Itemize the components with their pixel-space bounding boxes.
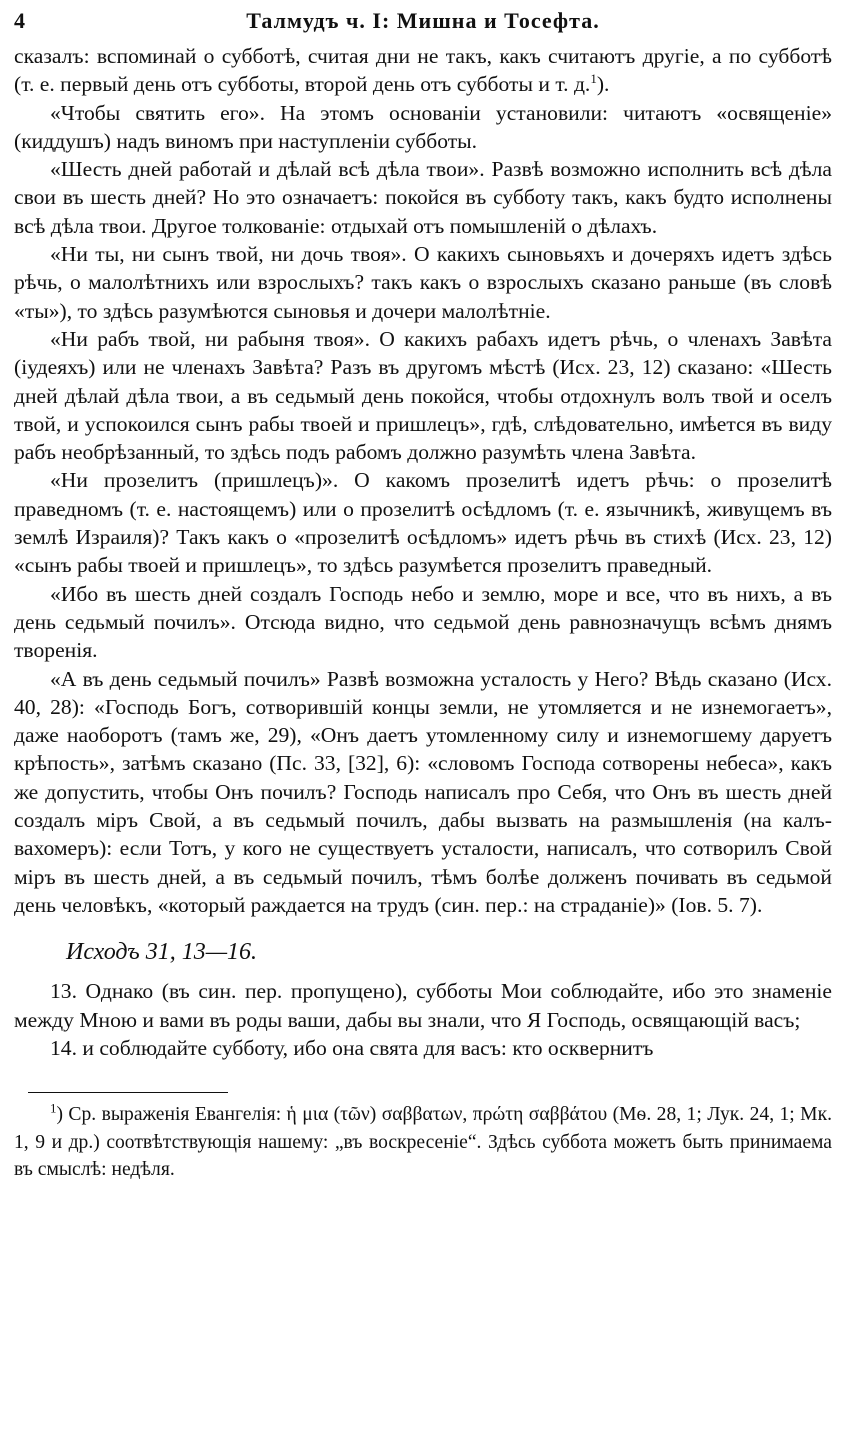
paragraph-tail: ). <box>596 72 610 97</box>
page-number: 4 <box>14 8 26 33</box>
paragraph: «Чтобы святить его». На этомъ основаніи установили: читаютъ «освященіе» (киддушъ) надъ виномъ при наступленіи субботы. <box>14 100 832 153</box>
paragraph: «Ни прозелитъ (пришлецъ)». О какомъ прозелитѣ идетъ рѣчь: о прозелитѣ праведномъ (т. е. настоящемъ) или о прозелитѣ осѣдломъ (т. е. язычникѣ, живущемъ въ землѣ Израиля)? Такъ какъ о «прозелитѣ осѣдломъ» идетъ рѣчь въ стихѣ (Исх. 23, 12) «сынъ рабы твоей и пришлецъ», то здѣсь разумѣется прозелитъ праведный. <box>14 468 832 578</box>
page-header <box>14 8 832 42</box>
running-title: Талмудъ ч. I: Мишна и Тосефта. <box>246 8 600 33</box>
footnote-reference: 1 <box>590 71 597 87</box>
paragraph: «А въ день седьмый почилъ» Развѣ возможна усталость у Него? Вѣдь сказано (Исх. 40, 28): «Господь Богъ, сотворившій концы земли, не утомляется и не изнемогаетъ», даже наоборотъ (тамъ же, 29), «Онъ даетъ утомленному силу и изнемогшему даруетъ крѣпость», затѣмъ сказано (Пс. 33, [32], 6): «словомъ Господа сотворены небеса», какъ же допустить, чтобы Онъ почилъ? Господь написалъ про Себя, что Онъ въ шесть дней создалъ міръ Свой, а въ седьмый почилъ, дабы вызвать на размышленія (на калъ-вахомеръ): если Тотъ, у кого не существуетъ усталости, написалъ, что сотворилъ Свой міръ въ шесть дней, а въ седьмый почилъ, тѣмъ болѣе долженъ почивать въ седьмой день человѣкъ, «который раждается на трудъ (син. пер.: на страданіе)» (Іов. 5. 7). <box>14 666 832 917</box>
paragraph: «Ибо въ шесть дней создалъ Господь небо и землю, море и все, что въ нихъ, а въ день седьмый почилъ». Отсюда видно, что седьмой день равнозначущъ всѣмъ днямъ творенія. <box>14 581 832 663</box>
verse-list <box>14 977 832 1062</box>
paragraph: «Ни ты, ни сынъ твой, ни дочь твоя». О какихъ сыновьяхъ и дочеряхъ идетъ здѣсь рѣчь, о малолѣтнихъ или взрослыхъ? такъ какъ о взрослыхъ сказано раньше (въ словѣ «ты»), то здѣсь разумѣются сыновья и дочери малолѣтніе. <box>14 242 832 323</box>
footnote <box>14 1101 832 1184</box>
main-text <box>14 42 832 919</box>
footnote-divider <box>28 1092 228 1093</box>
footnote-marker: 1 <box>50 1100 57 1116</box>
verse: 14. и соблюдайте субботу, ибо она свята для васъ: кто осквернитъ <box>50 1035 654 1060</box>
paragraph <box>14 42 832 99</box>
section-heading: Исходъ 31, 13—16. <box>66 939 258 966</box>
document-page <box>14 8 832 1428</box>
footnote-text: ) Ср. выраженія Евангелія: ἡ μια (τῶν) σαββατων, πρώτη σαββάτου (Мѳ. 28, 1; Лук. 24, 1; Мк. 1, 9 и др.) соотвѣтствующія нашему: „въ воскресеніе“. Здѣсь суббота можетъ быть принимаема въ смыслѣ: недѣля. <box>14 1104 832 1181</box>
paragraph: «Ни рабъ твой, ни рабыня твоя». О какихъ рабахъ идетъ рѣчь, о членахъ Завѣта (іудеяхъ) или не членахъ Завѣта? Разъ въ другомъ мѣстѣ (Исх. 23, 12) сказано: «Шесть дней дѣлай дѣла твои, а въ седьмый день покойся, чтобы отдохнулъ волъ твой и оселъ твой, и успокоился сынъ рабы твоей и пришлецъ», гдѣ, слѣдовательно, имѣется въ виду рабъ необрѣзанный, то здѣсь подъ рабомъ должно разумѣть члена Завѣта. <box>14 326 832 465</box>
paragraph: «Шесть дней работай и дѣлай всѣ дѣла твои». Развѣ возможно исполнить всѣ дѣла свои въ шесть дней? Но это означаетъ: покойся въ субботу такъ, какъ будто исполнены всѣ дѣла твои. Другое толкованіе: отдыхай отъ помышленій о дѣлахъ. <box>14 157 832 238</box>
verse: 13. Однако (въ син. пер. пропущено), субботы Мои соблюдайте, ибо это знаменіе между Мною и вами въ роды ваши, дабы вы знали, что Я Господь, освящающій васъ; <box>14 979 832 1032</box>
footnotes <box>14 1101 832 1184</box>
paragraph-text: сказалъ: вспоминай о субботѣ, считая дни не такъ, какъ считаютъ другіе, а по субботѣ (т. е. первый день отъ субботы, второй день отъ субботы и т. д. <box>14 44 832 97</box>
